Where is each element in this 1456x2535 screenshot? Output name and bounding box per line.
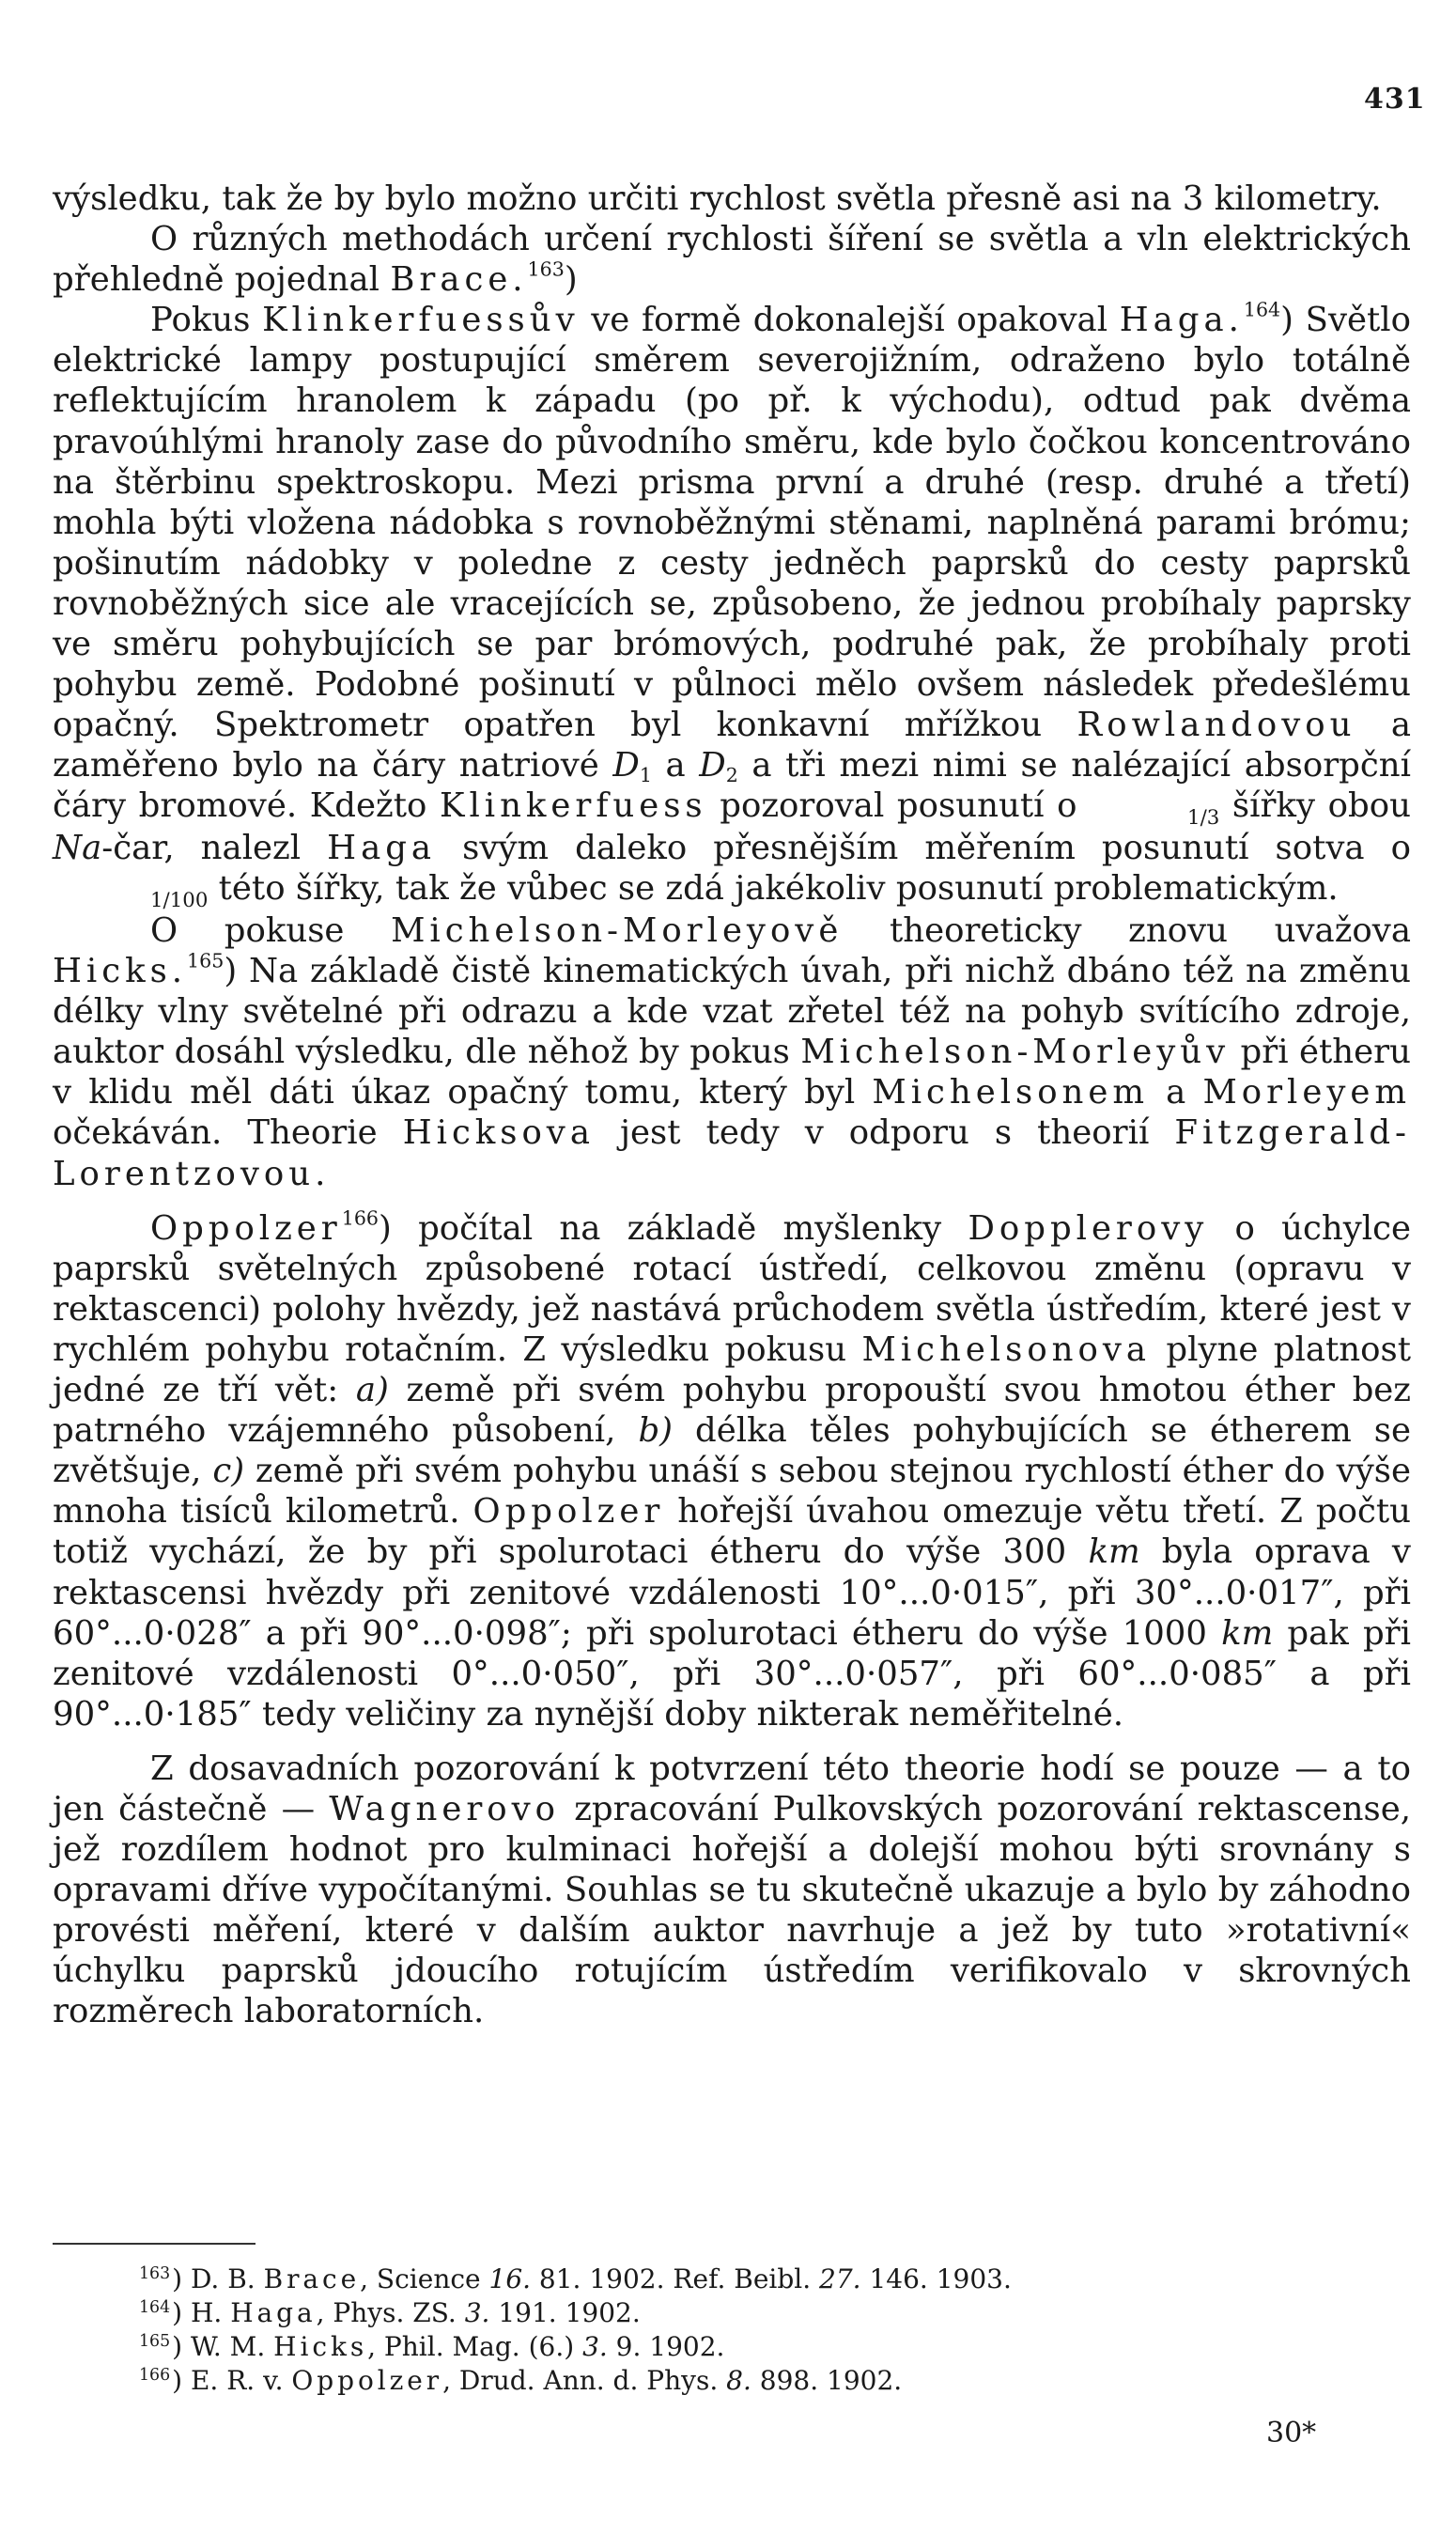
text-run: , Phil. Mag. (6.) [367, 2331, 583, 2362]
spaced-name: Hicksova [402, 1113, 595, 1153]
spaced-name: Oppolzer [472, 1492, 665, 1532]
text-run: O pokuse [150, 911, 392, 950]
spaced-name: Michelsonova [861, 1330, 1151, 1369]
footnote-ref: 166 [341, 1206, 379, 1230]
text-run: ) [564, 260, 578, 300]
text-run: o úchylce paprsků světelných způsobené rotací ústředí, celkovou změnu (opravu v rektascenci) polohy hvězdy, jež nastává průchodem světla ústředím, které jest v rychlém pohybu rotačním. Z výsledku pokusu [53, 1208, 1411, 1369]
text-run: byla oprava v rektascensi hvězdy při zenitové vzdálenosti 10°...0·015″, při 30°...0·017″, při 60°...0·028″ a při 90°...0·098″; při spolurotaci étheru do výše 1000 [53, 1532, 1411, 1653]
text-run: D. B. [190, 2263, 264, 2294]
text-run: , Phys. ZS. [316, 2297, 465, 2328]
footnote [139, 2330, 1172, 2364]
text-run: a tři mezi nimi se nalézající absorpční čáry bromové. Kdežto [53, 746, 1412, 826]
italic-text: km [1221, 1613, 1274, 1653]
text-run: a [651, 746, 700, 785]
text-run: jest tedy v odporu s theorií [594, 1113, 1175, 1153]
footnote-number: 163 [139, 2264, 171, 2284]
spaced-name: Rowlandovou [1077, 706, 1356, 745]
spaced-name: Wagnerovo [329, 1789, 560, 1828]
paragraph [53, 219, 1411, 300]
text-run: šířky obou [1219, 786, 1411, 826]
italic-text: b) [638, 1411, 674, 1451]
text-run: zpracování Pulkovských pozorování rektascense, jež rozdílem hodnot pro kulminaci hořejší a dolejší mohou býti srovnány s opravami dříve vypočítanými. Souhlas se tu skutečně ukazuje a bylo by záhodno provésti měření, které v dalším auktor navrhuje a jež by tuto »rotativní« úchylku paprsků jdoucího rotujícím ústředím verifikovalo v skrovných rozměrech laboratorních. [53, 1789, 1412, 2031]
spaced-name: Hicks. [53, 952, 188, 991]
paragraph [53, 1208, 1411, 1734]
text-run: ) Světlo elektrické lampy postupující směrem severojižním, odraženo bylo totálně reflektujícím hranolem k západu (po př. k východu), odtud pak dvěma pravoúhlými hranoly zase do původního směru, kde bylo čočkou koncentrováno na štěrbinu spektroskopu. Mezi prisma první a druhé (resp. druhé a třetí) mohla býti vložena nádobka s rovnoběžnými stěnami, naplněná parami brómu; pošinutím nádobky v poledne z cesty jedněch paprsků do cesty paprsků rovnoběžných sice ale vracejících se, způsobeno, že jednou probíhaly paprsky ve směru pohybujících se par brómových, podruhé pak, že probíhaly proti pohybu země. Podobné pošinutí v půlnoci mělo ovšem následek předešlému opačný. Spektrometr opatřen byl konkavní mřížkou [53, 301, 1412, 745]
fraction: 1/100 [150, 888, 209, 912]
footnote-ref: 165 [187, 949, 225, 972]
spaced-name: Brace [263, 2263, 361, 2294]
spaced-name: Fitzgerald-Lorentzovou. [53, 1113, 1411, 1193]
text-run: a zaměřeno bylo na čáry natriové [53, 706, 1411, 785]
spaced-name: Brace. [390, 260, 528, 300]
footnote-number: 164 [139, 2298, 171, 2318]
spaced-name: Michelson-Morleyův [800, 1033, 1231, 1072]
text-run: výsledku, tak že by bylo možno určiti rychlost světla přesně asi na 3 kilometry. [53, 179, 1382, 218]
text-run: -čar, nalezl [101, 829, 328, 868]
fraction: 1/3 [1187, 805, 1220, 830]
text-run: při étheru v klidu měl dáti úkaz opačný tomu, který byl [53, 1033, 1411, 1112]
footnote-number: 166 [139, 2366, 171, 2386]
text-run: 146. 1903. [860, 2263, 1012, 2294]
paragraph [53, 300, 1411, 910]
footnotes [139, 2263, 1172, 2398]
text-run: E. R. v. [190, 2365, 292, 2396]
italic-text: 16. [488, 2263, 532, 2294]
italic-text: km [1088, 1532, 1140, 1572]
text-run: 898. 1902. [751, 2365, 903, 2396]
text-run: pak při zenitové vzdálenosti 0°...0·050″, při 30°...0·057″, při 60°...0·085″ a při 90°...0·185″ tedy veličiny za nynější doby nikterak neměřitelné. [53, 1613, 1411, 1734]
text-run: 191. 1902. [489, 2297, 641, 2328]
footnote [139, 2364, 1172, 2398]
text-run: pozoroval posunutí o [706, 786, 1091, 826]
footnote [139, 2263, 1172, 2296]
text-run: theoreticky znovu uvažova [843, 911, 1411, 950]
text-run: svým daleko přesnějším měřením posunutí sotva o [436, 829, 1411, 868]
text-run: , Science [360, 2263, 489, 2294]
text-run: plyne platnost jedné ze tří vět: [53, 1330, 1411, 1410]
text-run: délka těles pohybujících se étherem se zvětšuje, [53, 1411, 1412, 1491]
footnote-number: 165 [139, 2332, 171, 2352]
footnote-paren: ) [172, 2331, 191, 2362]
text-run: ) Na základě čistě kinematických úvah, při nichž dbáno též na změnu délky vlny světelné při odrazu a kde vzat zřetel též na pohyb svítícího zdroje, auktor dosáhl výsledku, dle něhož by pokus [53, 952, 1411, 1072]
footnote-ref: 164 [1243, 298, 1281, 321]
text-run: a [1149, 1073, 1203, 1112]
text-run: Z dosavadních pozorování k potvrzení této theorie hodí se pouze — a to jen částečně — [53, 1749, 1411, 1828]
spaced-name: Dopplerovy [968, 1208, 1209, 1248]
subscript: 2 [725, 764, 738, 787]
text-run: ) počítal na základě myšlenky [379, 1208, 968, 1248]
signature-mark: 30* [1266, 2417, 1317, 2449]
spaced-name: Morleyem [1202, 1073, 1411, 1112]
spaced-name: Oppolzer [150, 1208, 342, 1248]
spaced-name: Michelsonem [872, 1073, 1149, 1112]
italic-text: 3. [582, 2331, 608, 2362]
text-run: hořejší úvahou omezuje větu třetí. Z počtu totiž vychází, že by při spolurotaci étheru do výše 300 [53, 1492, 1411, 1572]
text-run: Pokus [150, 301, 263, 340]
text-run: O různých methodách určení rychlosti šíření se světla a vln elektrických přehledně pojednal [53, 220, 1411, 300]
paragraph [53, 179, 1411, 219]
spaced-name: Klinkerfuess [439, 786, 707, 826]
italic-text: 3. [464, 2297, 490, 2328]
footnote-paren: ) [172, 2263, 191, 2294]
italic-text: c) [212, 1452, 245, 1491]
text-run: země při svém pohybu unáší s sebou stejnou rychlostí éther do výše mnoha tisíců kilometrů. [53, 1452, 1411, 1532]
text-run: ve formě dokonalejší opakoval [579, 301, 1120, 340]
spaced-name: Michelson-Morleyově [391, 911, 844, 950]
spaced-name: Hicks [273, 2331, 368, 2362]
footnote-paren: ) [172, 2365, 191, 2396]
spaced-name: Haga [230, 2297, 317, 2328]
italic-text: D [699, 746, 726, 785]
italic-text: a) [355, 1371, 389, 1410]
text-run: 9. 1902. [607, 2331, 725, 2362]
spaced-name: Oppolzer [291, 2365, 443, 2396]
footnote [139, 2296, 1172, 2330]
paragraph [53, 910, 1411, 1194]
body-text [53, 179, 1411, 2032]
spaced-name: Klinkerfuessův [262, 301, 580, 340]
footnote-ref: 163 [527, 257, 565, 281]
text-run: 81. 1902. Ref. Beibl. [531, 2263, 820, 2294]
spaced-name: Haga [327, 829, 437, 868]
italic-text: 27. [819, 2263, 861, 2294]
subscript: 1 [639, 764, 652, 787]
paragraph [53, 1749, 1411, 2032]
italic-text: D [612, 746, 640, 785]
spaced-name: Haga. [1119, 301, 1244, 340]
text-run: této šířky, tak že vůbec se zdá jakékoliv posunutí problematickým. [208, 869, 1339, 909]
page-number: 431 [1364, 83, 1426, 116]
text-run: země při svém pohybu propouští svou hmotou éther bez patrného vzájemného působení, [53, 1371, 1412, 1451]
text-run: H. [190, 2297, 231, 2328]
footnote-paren: ) [172, 2297, 191, 2328]
text-run: , Drud. Ann. d. Phys. [442, 2365, 727, 2396]
text-run: očekáván. Theorie [53, 1113, 403, 1153]
italic-text: Na [53, 829, 102, 868]
text-run: W. M. [190, 2331, 274, 2362]
italic-text: 8. [726, 2365, 751, 2396]
footnote-divider [53, 2243, 256, 2245]
